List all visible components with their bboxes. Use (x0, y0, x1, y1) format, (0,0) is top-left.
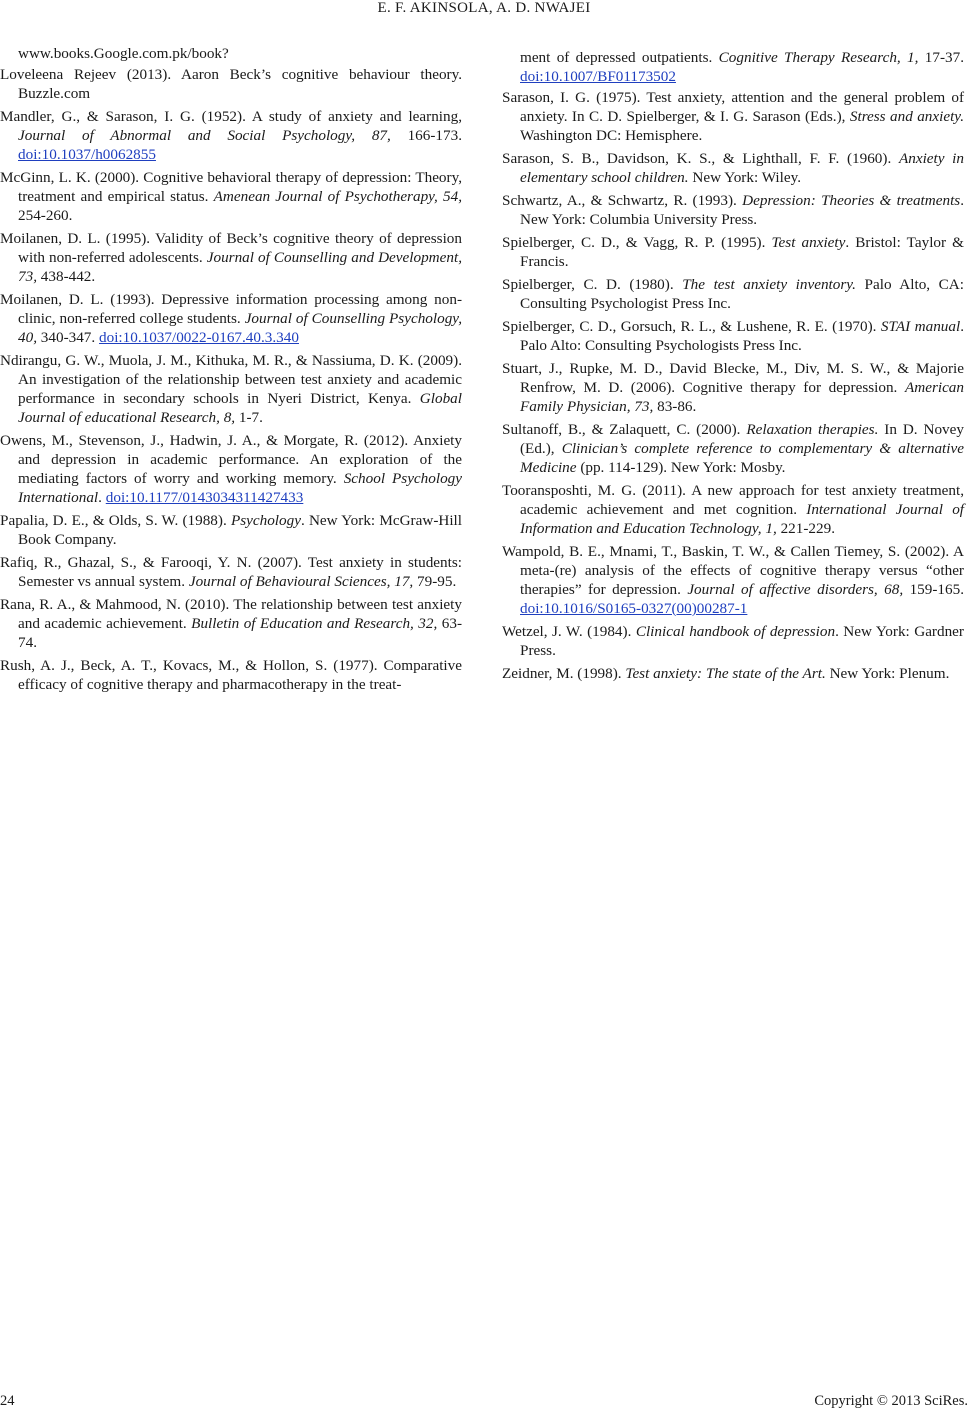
reference-text: (pp. 114-129). New York: Mosby. (576, 459, 786, 476)
reference-entry (0, 553, 462, 591)
reference-entry (0, 65, 462, 103)
reference-entry (0, 656, 462, 694)
reference-entry (502, 275, 964, 313)
reference-text: 221-229. (776, 520, 835, 537)
reference-text: Spielberger, C. D. (1980). (502, 276, 683, 293)
references-left-column (0, 44, 462, 698)
reference-text: Palo Alto, CA: Consulting Psychologist Press Inc. (520, 276, 964, 312)
reference-text: 159-165. (903, 581, 964, 598)
reference-entry (502, 233, 964, 271)
reference-source-italic: STAI manual (880, 318, 961, 335)
reference-source-italic: Test anxiety (771, 234, 846, 251)
reference-text: . Bristol: Taylor & Francis. (520, 234, 964, 270)
reference-text: . Palo Alto: Consulting Psychologists Press Inc. (520, 318, 964, 354)
reference-text: New York: Plenum. (825, 665, 950, 682)
reference-continuation (502, 48, 964, 86)
reference-text: Moilanen, D. L. (1995). Validity of Beck’s cognitive theory of depression with non-referred adolescents. (0, 230, 462, 266)
reference-source-italic: Test anxiety: The state of the Art. (625, 665, 826, 682)
reference-text: New York: Wiley. (688, 169, 802, 186)
reference-text: . New York: Columbia University Press. (520, 192, 964, 228)
reference-entry (502, 622, 964, 660)
reference-entry (0, 107, 462, 164)
reference-text: Wetzel, J. W. (1984). (502, 623, 636, 640)
reference-text: 254-260. (18, 207, 73, 224)
reference-text: www.books.Google.com.pk/book? (18, 45, 229, 62)
reference-source-italic: American Family Physician, 73, (520, 379, 964, 415)
reference-text: Wampold, B. E., Mnami, T., Baskin, T. W., & Callen Tiemey, S. (2002). A meta-(re) analysis of the effects of cognitive therapy versus “other therapies” for depression. (502, 543, 964, 598)
reference-entry (0, 229, 462, 286)
reference-text: 340-347. (36, 329, 99, 346)
reference-text: Loveleena Rejeev (2013). Aaron Beck’s cognitive behaviour theory. Buzzle.com (0, 66, 462, 102)
reference-source-italic: Depression: Theories & treatments (742, 192, 961, 209)
reference-entry (502, 420, 964, 477)
reference-source-italic: International Journal of Information and Education Technology, 1, (520, 501, 965, 537)
reference-text: Spielberger, C. D., Gorsuch, R. L., & Lushene, R. E. (1970). (502, 318, 881, 335)
reference-source-italic: Journal of Behavioural Sciences, 17, (188, 573, 414, 590)
reference-text: 438-442. (36, 268, 96, 285)
reference-entry (502, 88, 964, 145)
reference-text: . New York: McGraw-Hill Book Company. (18, 512, 462, 548)
reference-source-italic: Clinical handbook of depression (635, 623, 836, 640)
reference-text: Washington DC: Hemisphere. (520, 127, 703, 144)
reference-text: . New York: Gardner Press. (520, 623, 964, 659)
doi-link[interactable]: doi:10.1007/BF01173502 (520, 68, 676, 85)
reference-text: Sarason, S. B., Davidson, K. S., & Lighthall, F. F. (1960). (502, 150, 899, 167)
reference-text: Ndirangu, G. W., Muola, J. M., Kithuka, M. R., & Nassiuma, D. K. (2009). An investigation of the relationship between test anxiety and academic performance in secondary schools in Nyeri District, Kenya. (0, 352, 462, 407)
reference-entry (502, 317, 964, 355)
references-right-column (502, 48, 964, 687)
reference-source-italic: Anxiety in elementary school children. (520, 150, 964, 186)
reference-text: . (98, 489, 106, 506)
reference-entry (0, 431, 462, 507)
reference-source-italic: Bulletin of Education and Research, 32, (191, 615, 438, 632)
reference-source-italic: The test anxiety inventory. (682, 276, 856, 293)
reference-text: Spielberger, C. D., & Vagg, R. P. (1995). (502, 234, 772, 251)
doi-link[interactable]: doi:10.1037/0022-0167.40.3.340 (99, 329, 299, 346)
reference-entry (0, 168, 462, 225)
reference-text: Mandler, G., & Sarason, I. G. (1952). A study of anxiety and learning, (0, 108, 462, 125)
reference-text: Rana, R. A., & Mahmood, N. (2010). The relationship between test anxiety and academic achievement. (0, 596, 462, 632)
reference-source-italic: Relaxation therapies. (746, 421, 879, 438)
reference-entry (0, 351, 462, 427)
reference-text: In D. Novey (Ed.), (520, 421, 964, 457)
reference-source-italic: Amenean Journal of Psychotherapy, 54, (213, 188, 462, 205)
reference-text: Sarason, I. G. (1975). Test anxiety, attention and the general problem of anxiety. In C. D. Spielberger, & I. G. Sarason (Eds.), (502, 89, 964, 125)
reference-source-italic: Journal of affective disorders, 68, (687, 581, 904, 598)
reference-text: ment of depressed outpatients. (520, 49, 719, 66)
reference-text: Schwartz, A., & Schwartz, R. (1993). (502, 192, 743, 209)
reference-text: Tooransposhti, M. G. (2011). A new approach for test anxiety treatment, academic achievement and met cognition. (502, 482, 964, 518)
reference-entry (502, 664, 964, 683)
reference-text: Papalia, D. E., & Olds, S. W. (1988). (0, 512, 231, 529)
reference-source-italic: Global Journal of educational Research, 8, (18, 390, 462, 426)
reference-entry (502, 481, 964, 538)
reference-text: Sultanoff, B., & Zalaquett, C. (2000). (502, 421, 747, 438)
reference-source-italic: Psychology (230, 512, 301, 529)
reference-text: 1-7. (235, 409, 263, 426)
doi-link[interactable]: doi:10.1016/S0165-0327(00)00287-1 (520, 600, 748, 617)
reference-text: Zeidner, M. (1998). (502, 665, 626, 682)
reference-text: 83-86. (653, 398, 697, 415)
reference-source-italic: Journal of Abnormal and Social Psychology, 87, (18, 127, 391, 144)
reference-text: Rush, A. J., Beck, A. T., Kovacs, M., & Hollon, S. (1977). Comparative efficacy of cognitive therapy and pharmacotherapy in the treat- (0, 657, 462, 693)
reference-source-italic: Journal of Counselling and Development, 73, (18, 249, 462, 285)
doi-link[interactable]: doi:10.1037/h0062855 (18, 146, 156, 163)
reference-source-italic: Cognitive Therapy Research, 1, (718, 49, 919, 66)
reference-source-italic: Journal of Counselling Psychology, 40, (18, 310, 462, 346)
running-head: E. F. AKINSOLA, A. D. NWAJEI (377, 0, 591, 16)
reference-source-italic: School Psychology International (18, 470, 463, 506)
reference-entry (502, 191, 964, 229)
reference-entry (0, 290, 462, 347)
reference-text: 63-74. (18, 615, 462, 651)
reference-text: Rafiq, R., Ghazal, S., & Farooqi, Y. N. (2007). Test anxiety in students: Semester vs annual system. (0, 554, 462, 590)
reference-entry (502, 149, 964, 187)
page-number: 24 (0, 1393, 15, 1409)
reference-text: Stuart, J., Rupke, M. D., David Blecke, M., Div, M. S. W., & Majorie Renfrow, M. D. (2006). Cognitive therapy for depression. (502, 360, 964, 396)
reference-entry (0, 595, 462, 652)
doi-link[interactable]: doi:10.1177/0143034311427433 (105, 489, 304, 506)
reference-text: Moilanen, D. L. (1993). Depressive information processing among non-clinic, non-referred college students. (0, 291, 462, 327)
reference-entry (502, 359, 964, 416)
reference-source-italic: Clinician’s complete reference to complementary & alternative Medicine (520, 440, 964, 476)
reference-text: 17-37. (918, 49, 965, 66)
reference-text: 79-95. (413, 573, 457, 590)
reference-text: 166-173. (390, 127, 462, 144)
reference-text: Owens, M., Stevenson, J., Hadwin, J. A., & Morgate, R. (2012). Anxiety and depression in academic performance. An exploration of the mediating factors of worry and working memory. (0, 432, 462, 487)
copyright-notice: Copyright © 2013 SciRes. (814, 1393, 968, 1409)
reference-entry (0, 511, 462, 549)
reference-text: McGinn, L. K. (2000). Cognitive behavioral therapy of depression: Theory, treatment and empirical status. (0, 169, 462, 205)
reference-entry (502, 542, 964, 618)
reference-continuation (0, 44, 462, 63)
reference-source-italic: Stress and anxiety. (849, 108, 965, 125)
